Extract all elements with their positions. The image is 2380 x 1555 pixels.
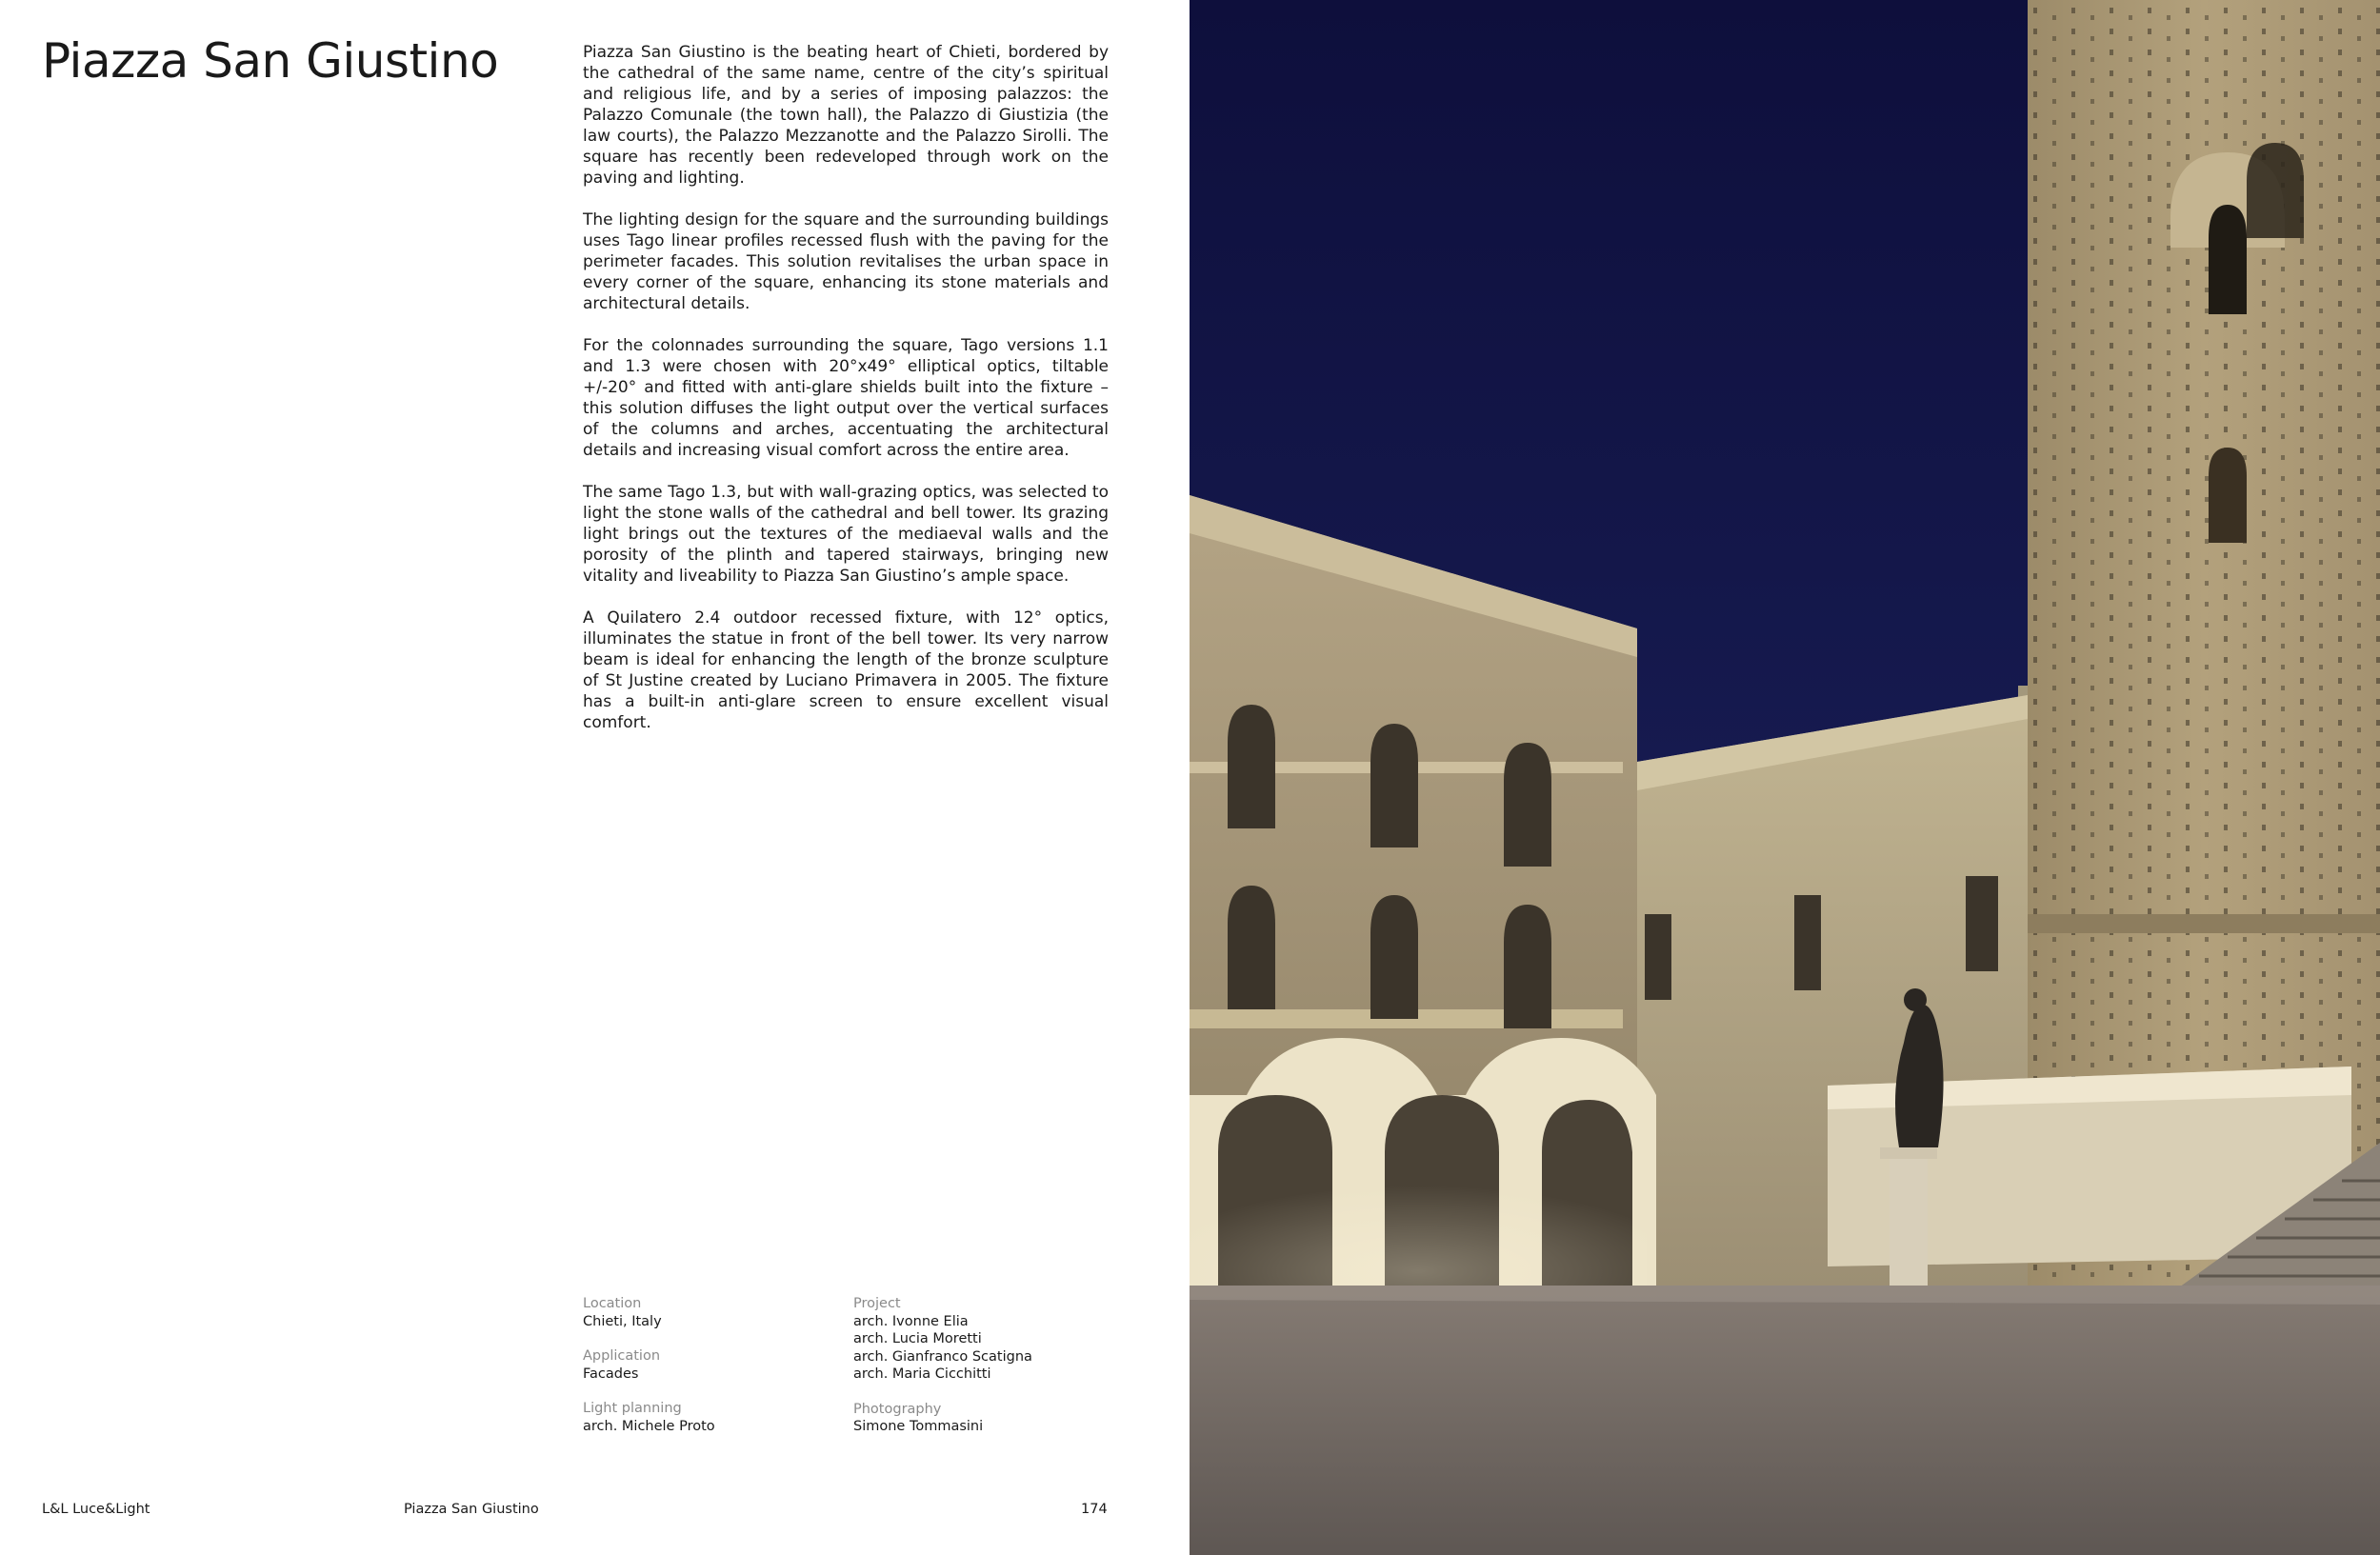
credit-value: arch. Ivonne Elia [853,1313,969,1329]
credit-value: Facades [583,1366,639,1382]
paragraph-2: The lighting design for the square and the surrounding buildings uses Tago linear profiles recessed flush with the paving for the perimeter facades. This solution revitalises the urban space in every corner of the square, enhancing its stone materials and architectural details. [583,210,1109,313]
paragraph-1: Piazza San Giustino is the beating heart of Chieti, bordered by the cathedral of the same name, centre of the city’s spiritual and religious life, and by a series of imposing palazzos: the Palazzo Comunale (the town hall), the Palazzo di Giustizia (the law courts), the Palazzo Mezzanotte and the Palazzo Sirolli. The square has recently been redeveloped through work on the paving and lighting. [583,43,1109,188]
footer-page-number: 174 [1081,1502,1108,1517]
credit-project [853,1295,1139,1384]
paragraph-5: A Quilatero 2.4 outdoor recessed fixture, with 12° optics, illuminates the statue in front of the bell tower. Its very narrow beam is ideal for enhancing the length of the bronze sculpture of St Justine created by Luciano Primavera in 2005. The fixture has a built-in anti-glare screen to ensure excellent visual comfort. [583,608,1109,732]
credits-column-left [583,1295,840,1452]
credit-light-planning [583,1400,840,1435]
credit-label: Application [583,1348,661,1364]
credit-application [583,1347,840,1383]
article-body [583,42,1109,754]
paragraph-4: The same Tago 1.3, but with wall-grazing optics, was selected to light the stone walls of the cathedral and bell tower. Its grazing light brings out the textures of the mediaeval walls and the porosity of the plinth and tapered stairways, bringing new vitality and liveability to Piazza San Giustino’s ample space. [583,483,1109,586]
credit-value: arch. Michele Proto [583,1418,715,1434]
footer-publication: L&L Luce&Light [42,1502,150,1517]
credit-label: Light planning [583,1401,682,1416]
credit-value: Chieti, Italy [583,1313,662,1329]
credit-value: arch. Lucia Moretti [853,1331,982,1346]
credit-label: Location [583,1296,642,1311]
photo-piazza-night [1190,0,2380,1555]
credit-photography [853,1401,1139,1436]
page-title: Piazza San Giustino [42,33,499,89]
credit-value: arch. Maria Cicchitti [853,1366,991,1382]
credit-label: Photography [853,1401,942,1417]
credit-value: arch. Gianfranco Scatigna [853,1348,1032,1365]
footer-section: Piazza San Giustino [404,1502,539,1517]
credits-column-right [853,1295,1139,1453]
photo-illustration [1190,0,2380,1555]
credit-location [583,1295,840,1330]
paragraph-3: For the colonnades surrounding the square, Tago versions 1.1 and 1.3 were chosen with 20°x49° elliptical optics, tiltable +/-20° and fitted with anti-glare shields built into the fixture – this solution diffuses the light output over the vertical surfaces of the columns and arches, accentuating the architectural details and increasing visual comfort across the entire area. [583,336,1109,460]
credit-label: Project [853,1296,901,1311]
credit-value: Simone Tommasini [853,1419,984,1434]
